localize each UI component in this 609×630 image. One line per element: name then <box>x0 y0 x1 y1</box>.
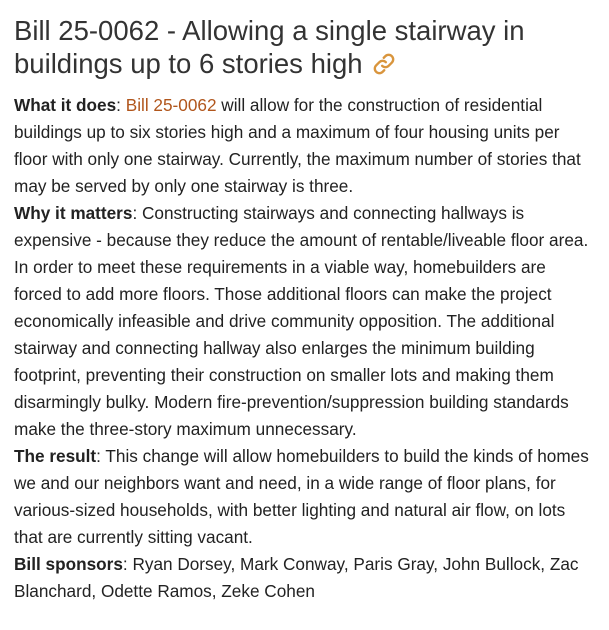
chain-link-icon[interactable] <box>373 49 395 71</box>
bill-link[interactable]: Bill 25-0062 <box>125 95 217 115</box>
why-it-matters-label: Why it matters <box>14 203 133 223</box>
bill-sponsors-label: Bill sponsors <box>14 554 123 574</box>
why-it-matters-paragraph <box>14 200 595 443</box>
what-it-does-paragraph <box>14 92 595 200</box>
the-result-separator: : <box>96 446 106 466</box>
why-it-matters-separator: : <box>132 203 142 223</box>
what-it-does-separator: : <box>116 95 126 115</box>
the-result-text: This change will allow homebuilders to build the kinds of homes we and our neighbors want and need, in a wide range of floor plans, for various-sized households, with better lighting and natural air flow, on lots that are currently sitting vacant. <box>14 446 589 547</box>
why-it-matters-text: Constructing stairways and connecting hallways is expensive - because they reduce the amount of rentable/liveable floor area. In order to meet these requirements in a viable way, homebuilders are forced to add more floors. Those additional floors can make the project economically infeasible and drive community opposition. The additional stairway and connecting hallway also enlarges the minimum building footprint, preventing their construction on smaller lots and making them disarmingly bulky. Modern fire-prevention/suppression building standards make the three-story maximum unnecessary. <box>14 203 589 439</box>
bill-sponsors-text: Ryan Dorsey, Mark Conway, Paris Gray, John Bullock, Zac Blanchard, Odette Ramos, Zeke Cohen <box>14 554 579 601</box>
bill-sponsors-paragraph <box>14 551 595 605</box>
what-it-does-text: will allow for the construction of residential buildings up to six stories high and a maximum of four housing units per floor with only one stairway. Currently, the maximum number of stories that may be served by only one stairway is three. <box>14 95 581 196</box>
the-result-label: The result <box>14 446 97 466</box>
page-title <box>14 14 595 80</box>
what-it-does-label: What it does <box>14 95 117 115</box>
the-result-paragraph <box>14 443 595 551</box>
page-title-text: Bill 25-0062 - Allowing a single stairway in buildings up to 6 stories high <box>14 15 525 79</box>
bill-sponsors-separator: : <box>122 554 133 574</box>
